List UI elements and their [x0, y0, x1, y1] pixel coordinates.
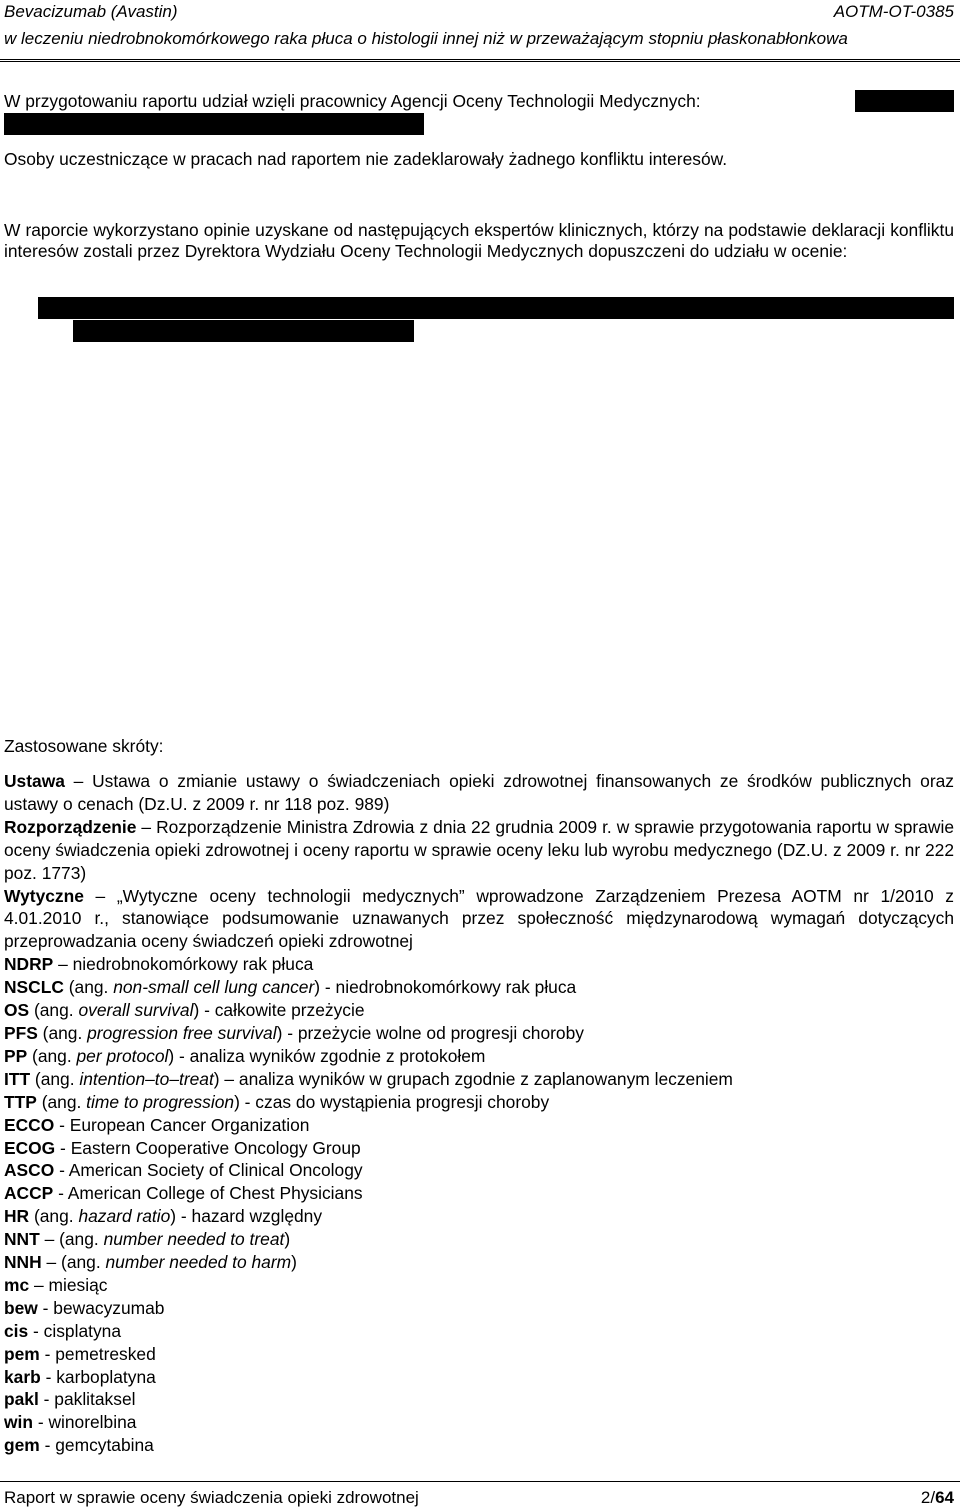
abbreviation-term: karb	[4, 1366, 41, 1387]
abbreviation-entry	[4, 1411, 954, 1434]
abbreviation-term: TTP	[4, 1091, 37, 1112]
abbreviation-definition: paklitaksel	[54, 1389, 136, 1410]
abbreviation-definition: American College of Chest Physicians	[67, 1183, 363, 1204]
abbreviation-entry	[4, 1068, 954, 1091]
abbreviation-term: Rozporządzenie	[4, 816, 137, 837]
header-drug-name: Bevacizumab (Avastin)	[4, 2, 178, 21]
abbreviation-entry	[4, 816, 954, 885]
abbreviation-separator: -	[32, 1412, 49, 1433]
abbreviation-entry	[4, 999, 954, 1022]
abbreviation-separator: (ang.	[27, 1045, 77, 1066]
abbreviation-definition: Ustawa o zmianie ustawy o świadczeniach opieki zdrowotnej finansowanych ze środków publicznych oraz ustawy o cenach (Dz.U. z 2009 r. nr 118 poz. 989)	[4, 771, 954, 814]
abbreviation-definition: ) - hazard względny	[170, 1206, 323, 1227]
abbreviation-separator: (ang.	[36, 1091, 87, 1112]
abbreviation-term: ACCP	[4, 1183, 54, 1204]
header-subtitle: w leczeniu niedrobnokomórkowego raka płuca o histologii innej niż w przeważającym stopniu płaskonabłonkowa	[4, 29, 848, 48]
abbreviation-term: ECOG	[4, 1137, 56, 1158]
abbreviation-definition: miesiąc	[48, 1274, 108, 1295]
abbreviation-english: per protocol	[76, 1045, 169, 1066]
abbreviation-definition: ) - przeżycie wolne od progresji choroby	[276, 1022, 584, 1043]
abbreviation-definition: )	[291, 1252, 297, 1273]
abbreviation-definition: bewacyzumab	[53, 1297, 165, 1318]
redaction-block	[38, 297, 954, 319]
abbreviation-separator: -	[40, 1366, 57, 1387]
abbreviation-english: hazard ratio	[78, 1206, 171, 1227]
page-number	[921, 1488, 954, 1508]
header-rule	[0, 59, 960, 60]
abbreviation-definition: pemetresked	[55, 1343, 156, 1364]
abbreviation-definition: ) – analiza wyników w grupach zgodnie z zaplanowanym leczeniem	[213, 1068, 733, 1089]
abbreviation-term: bew	[4, 1297, 38, 1318]
abbreviation-term: mc	[4, 1274, 30, 1295]
abbreviation-entry	[4, 1228, 954, 1251]
abbreviation-separator: –	[83, 885, 117, 906]
abbreviation-definition: ) - niedrobnokomórkowy rak płuca	[314, 977, 577, 998]
abbreviation-term: ASCO	[4, 1160, 55, 1181]
abbreviation-entry	[4, 953, 954, 976]
abbreviation-entry	[4, 770, 954, 816]
abbreviation-term: cis	[4, 1320, 29, 1341]
abbreviation-separator: -	[54, 1160, 69, 1181]
abbreviation-entry	[4, 1320, 954, 1343]
abbreviation-term: pakl	[4, 1389, 39, 1410]
abbreviation-entry	[4, 1091, 954, 1114]
abbreviation-definition: Eastern Cooperative Oncology Group	[70, 1137, 361, 1158]
abbreviation-english: number needed to harm	[105, 1252, 292, 1273]
redaction-block	[73, 320, 414, 342]
abbreviation-definition: winorelbina	[48, 1412, 137, 1433]
abbreviation-entry	[4, 1343, 954, 1366]
abbreviation-separator: -	[54, 1114, 70, 1135]
abbreviation-english: intention–to–treat	[79, 1068, 214, 1089]
abbreviation-separator: -	[28, 1320, 44, 1341]
redaction-block	[855, 90, 954, 112]
abbreviation-separator: – (ang.	[39, 1229, 104, 1250]
abbreviation-term: PFS	[4, 1022, 38, 1043]
abbreviation-separator: –	[64, 771, 93, 791]
abbreviation-separator: -	[37, 1297, 54, 1318]
page-current: 2/	[920, 1488, 936, 1507]
abbreviation-english: non-small cell lung cancer	[113, 977, 315, 998]
abbreviation-term: NSCLC	[4, 977, 64, 998]
abbreviation-definition: gemcytabina	[55, 1435, 154, 1456]
abbreviation-entry	[4, 1137, 954, 1160]
page-total: 64	[935, 1488, 954, 1507]
abbreviation-definition: )	[284, 1229, 291, 1250]
footer-rule	[0, 1481, 960, 1482]
abbreviation-english: number needed to treat	[103, 1229, 285, 1250]
abbreviation-definition: „Wytyczne oceny technologii medycznych” wprowadzone Zarządzeniem Prezesa AOTM nr 1/2010 z 4.01.2010 r., stanowiące podsumowanie uznawanych przez społeczność międzynarodową wymagań dotyczących przeprowadzania oceny świadczeń opieki zdrowotnej	[4, 885, 954, 952]
abbreviation-separator: –	[136, 816, 157, 837]
abbreviations-list	[4, 770, 954, 1457]
abbreviation-entry	[4, 885, 954, 954]
abbreviation-term: win	[4, 1412, 33, 1433]
abbreviation-definition: American Society of Clinical Oncology	[68, 1160, 363, 1181]
abbreviation-separator: -	[39, 1343, 56, 1364]
abbreviation-entry	[4, 1045, 954, 1068]
abbreviation-term: NNH	[4, 1252, 42, 1273]
abbreviation-term: ITT	[4, 1068, 31, 1089]
abbreviation-term: pem	[4, 1343, 40, 1364]
experts-paragraph: W raporcie wykorzystano opinie uzyskane od następujących ekspertów klinicznych, którzy na podstawie deklaracji konfliktu interesów zostali przez Dyrektora Wydziału Oceny Technologii Medycznych dopuszczeni do udziału w ocenie:	[4, 220, 954, 261]
conflict-paragraph: Osoby uczestniczące w pracach nad raportem nie zadeklarowały żadnego konfliktu interesów.	[4, 149, 728, 169]
abbreviation-definition: ) - całkowite przeżycie	[193, 1000, 365, 1021]
abbreviation-separator: (ang.	[30, 1068, 80, 1089]
abbreviation-entry	[4, 1366, 954, 1389]
header-rule-secondary	[0, 61, 960, 62]
abbreviation-separator: (ang.	[37, 1022, 88, 1043]
header-report-code: AOTM-OT-0385	[833, 2, 954, 21]
abbreviation-definition: niedrobnokomórkowy rak płuca	[72, 954, 314, 975]
abbreviation-term: gem	[4, 1435, 40, 1456]
abbreviation-definition: ) - czas do wystąpienia progresji choroby	[234, 1091, 550, 1112]
abbreviation-term: PP	[4, 1045, 28, 1066]
abbreviation-separator: -	[38, 1389, 55, 1410]
abbreviation-entry	[4, 1022, 954, 1045]
abbreviation-separator: –	[29, 1274, 49, 1295]
abbreviation-english: progression free survival	[87, 1022, 277, 1043]
abbreviations-heading: Zastosowane skróty:	[4, 736, 164, 756]
abbreviation-separator: -	[55, 1137, 71, 1158]
abbreviation-entry	[4, 1159, 954, 1182]
redaction-block	[4, 113, 424, 135]
abbreviation-separator: (ang.	[63, 977, 114, 998]
abbreviation-term: Ustawa	[4, 771, 65, 791]
abbreviation-entry	[4, 1114, 954, 1137]
abbreviation-entry	[4, 1274, 954, 1297]
footer-title: Raport w sprawie oceny świadczenia opieki zdrowotnej	[4, 1488, 419, 1507]
abbreviation-entry	[4, 1251, 954, 1274]
abbreviation-entry	[4, 1205, 954, 1228]
abbreviation-definition: cisplatyna	[43, 1320, 121, 1341]
abbreviation-entry	[4, 1434, 954, 1457]
abbreviation-term: OS	[4, 1000, 30, 1021]
abbreviation-separator: -	[53, 1183, 68, 1204]
abbreviation-entry	[4, 1297, 954, 1320]
abbreviation-separator: -	[39, 1435, 56, 1456]
abbreviation-separator: (ang.	[29, 1000, 79, 1021]
abbreviation-definition: Rozporządzenie Ministra Zdrowia z dnia 22 grudnia 2009 r. w sprawie przygotowania raportu w sprawie oceny świadczenia opieki zdrowotnej i oceny raportu w sprawie oceny leku lub wyrobu medycznego (DZ.U. z 2009 r. nr 222 poz. 1773)	[4, 816, 954, 883]
abbreviation-definition: karboplatyna	[56, 1366, 156, 1387]
abbreviation-entry	[4, 976, 954, 999]
abbreviation-entry	[4, 1388, 954, 1411]
abbreviation-term: NNT	[4, 1229, 40, 1250]
abbreviation-term: ECCO	[4, 1114, 55, 1135]
abbreviation-definition: ) - analiza wyników zgodnie z protokołem	[168, 1045, 486, 1066]
abbreviation-separator: (ang.	[29, 1206, 79, 1227]
abbreviation-term: NDRP	[4, 954, 54, 975]
abbreviation-term: Wytyczne	[4, 885, 84, 906]
abbreviation-entry	[4, 1182, 954, 1205]
abbreviation-definition: European Cancer Organization	[69, 1114, 310, 1135]
abbreviation-term: HR	[4, 1206, 30, 1227]
abbreviation-separator: –	[53, 954, 73, 975]
abbreviation-english: time to progression	[86, 1091, 235, 1112]
staff-paragraph: W przygotowaniu raportu udział wzięli pracownicy Agencji Oceny Technologii Medycznych:	[4, 91, 701, 111]
abbreviation-separator: – (ang.	[41, 1252, 106, 1273]
abbreviation-english: overall survival	[78, 1000, 194, 1021]
